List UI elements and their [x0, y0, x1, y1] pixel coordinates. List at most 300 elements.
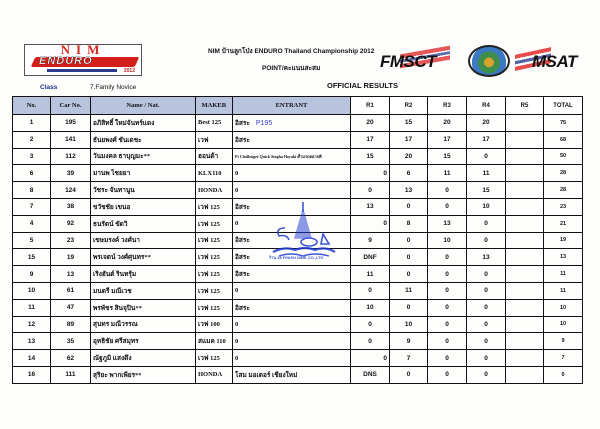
cell-r4 — [467, 232, 506, 249]
table-row — [13, 215, 583, 232]
cell-car-no-text: 39 — [66, 169, 75, 177]
cell-entrant — [233, 148, 351, 165]
cell-r3-text: 0 — [445, 287, 449, 295]
results-table — [12, 96, 583, 384]
cell-maker — [196, 350, 233, 367]
cell-no — [13, 198, 51, 215]
cell-r4-text: 0 — [484, 320, 488, 328]
cell-r2-text: 0 — [406, 270, 411, 278]
cell-r4-text: 0 — [484, 220, 488, 228]
cell-r4 — [467, 131, 506, 148]
cell-car-no-text: 61 — [66, 287, 75, 295]
cell-r2 — [390, 115, 428, 132]
cell-maker-text: เวฟ — [198, 136, 209, 144]
cell-maker-text: เวฟ 125 — [198, 237, 220, 245]
logo-nim-text: NIM — [60, 44, 106, 57]
cell-name — [91, 115, 196, 132]
cell-car-no-text: 112 — [65, 152, 76, 160]
cell-r4-text: 15 — [482, 186, 490, 194]
cell-total-text: 23 — [559, 203, 567, 210]
cell-entrant — [233, 115, 351, 132]
table-row — [13, 148, 583, 165]
cell-maker-text: Best 125 — [198, 119, 222, 127]
cell-total-text: 21 — [559, 220, 567, 227]
cell-total — [544, 316, 583, 333]
cell-entrant-text: อิสระ — [235, 136, 250, 144]
cell-maker-text: HONDA — [198, 186, 223, 194]
col-header-r1: R1 — [351, 97, 390, 115]
cell-car-no — [51, 131, 91, 148]
cell-r3 — [428, 198, 467, 215]
cell-r1 — [351, 366, 390, 383]
cell-entrant — [233, 266, 351, 283]
cell-car-no — [51, 333, 91, 350]
cell-no — [13, 333, 51, 350]
cell-r5 — [506, 333, 544, 350]
table-row — [13, 282, 583, 299]
cell-name — [91, 232, 196, 249]
cell-r2-text: 20 — [404, 152, 413, 160]
cell-name-text: พรเจตน์ วงศ์ศุนทร** — [93, 254, 151, 262]
cell-r4-text: 13 — [482, 253, 490, 261]
cell-entrant-text: อิสระ — [235, 119, 250, 127]
cell-total-text: 13 — [559, 254, 567, 261]
cell-r2-text: 10 — [404, 320, 413, 328]
cell-name-text: วัชระ จันทานูน — [93, 187, 135, 195]
cell-r1 — [351, 148, 390, 165]
cell-r2-text: 0 — [406, 236, 411, 244]
cell-name — [91, 198, 196, 215]
cell-no-text: 6 — [29, 169, 34, 177]
col-header-entrant: ENTRANT — [233, 97, 351, 115]
cell-no — [13, 215, 51, 232]
cell-total-text: 68 — [559, 136, 567, 143]
cell-r4 — [467, 182, 506, 199]
cell-r4 — [467, 266, 506, 283]
cell-name-text: ณัฐภูมิ แสงดึง — [93, 355, 132, 363]
cell-r3 — [428, 333, 467, 350]
cell-name — [91, 165, 196, 182]
cell-name — [91, 182, 196, 199]
cell-car-no — [51, 148, 91, 165]
cell-r1-text: DNF — [363, 253, 377, 261]
cell-r1-text: 13 — [366, 203, 374, 211]
col-header-car-no: Car No. — [51, 97, 91, 115]
cell-r3 — [428, 215, 467, 232]
cell-car-no — [51, 282, 91, 299]
cell-r2-text: 8 — [406, 220, 411, 228]
cell-r4-text: 0 — [484, 337, 488, 345]
cell-no — [13, 316, 51, 333]
cell-r3 — [428, 148, 467, 165]
cell-car-no — [51, 316, 91, 333]
cell-maker — [196, 182, 233, 199]
cell-car-no-text: 195 — [65, 119, 76, 127]
cell-r1-text: 0 — [368, 186, 372, 194]
cell-r1-text: 0 — [383, 220, 387, 228]
cell-total — [544, 350, 583, 367]
cell-total — [544, 198, 583, 215]
cell-entrant — [233, 182, 351, 199]
cell-total-text: 11 — [560, 271, 566, 278]
col-header-r2: R2 — [390, 97, 428, 115]
cell-r5 — [506, 182, 544, 199]
cell-name — [91, 148, 196, 165]
cell-r3 — [428, 350, 467, 367]
cell-total-text: 28 — [559, 187, 567, 194]
cell-r3-text: 0 — [445, 371, 449, 379]
cell-no-text: 2 — [29, 136, 34, 144]
cell-entrant-text: อิสระ — [235, 304, 250, 312]
cell-r4 — [467, 115, 506, 132]
table-row — [13, 165, 583, 182]
cell-entrant — [233, 316, 351, 333]
cell-total — [544, 182, 583, 199]
cell-r3-text: 15 — [443, 152, 451, 160]
cell-r5 — [506, 165, 544, 182]
cell-no — [13, 115, 51, 132]
cell-r5 — [506, 299, 544, 316]
cell-car-no — [51, 350, 91, 367]
cell-r5 — [506, 316, 544, 333]
cell-r2 — [390, 198, 428, 215]
cell-r4-text: 0 — [484, 354, 488, 362]
cell-total-text: 75 — [559, 119, 567, 126]
cell-maker — [196, 232, 233, 249]
cell-entrant — [233, 282, 351, 299]
cell-name-text: เขษมรงค์ วงศ์นา — [93, 237, 140, 245]
cell-maker-text: เวฟ 100 — [198, 321, 220, 329]
cell-maker — [196, 148, 233, 165]
cell-r4 — [467, 165, 506, 182]
table-header-row — [13, 97, 583, 115]
cell-total — [544, 299, 583, 316]
cell-maker — [196, 115, 233, 132]
cell-entrant — [233, 249, 351, 266]
cell-maker-text: เวฟ 125 — [198, 220, 220, 228]
stamp-text: ร้าน 48 FINISH NINE CO.,LTD — [269, 255, 324, 260]
cell-r3 — [428, 232, 467, 249]
cell-no-text: 5 — [29, 236, 34, 244]
cell-car-no — [51, 182, 91, 199]
cell-r2 — [390, 350, 428, 367]
cell-r3-text: 13 — [443, 220, 451, 228]
cell-r4 — [467, 198, 506, 215]
cell-r3 — [428, 131, 467, 148]
cell-total — [544, 215, 583, 232]
cell-name — [91, 350, 196, 367]
cell-r5 — [506, 366, 544, 383]
cell-total — [544, 366, 583, 383]
cell-entrant — [233, 131, 351, 148]
cell-r4-text: 0 — [484, 371, 488, 379]
cell-no-text: 14 — [27, 354, 36, 362]
class-value: 7.Family Novice — [90, 84, 137, 91]
cell-maker — [196, 249, 233, 266]
cell-r3 — [428, 282, 467, 299]
cell-total — [544, 333, 583, 350]
cell-r4-text: 0 — [484, 304, 488, 312]
cell-no-text: 13 — [27, 337, 36, 345]
cell-entrant — [233, 232, 351, 249]
cell-car-no-text: 89 — [66, 320, 75, 328]
cell-r2-text: 13 — [404, 186, 413, 194]
cell-r1 — [351, 333, 390, 350]
cell-name-text: ธันยพงศ์ ชันเดชะ — [93, 136, 142, 144]
cell-car-no — [51, 198, 91, 215]
logo-enduro-text: ENDURO — [39, 55, 93, 67]
cell-no-text: 16 — [27, 371, 36, 379]
table-row — [13, 316, 583, 333]
cell-name-text: มานพ ไชยยา — [93, 170, 131, 178]
cell-no — [13, 165, 51, 182]
cell-name-text: ธนรัตน์ ขัดวิ — [93, 220, 128, 228]
cell-total-text: 28 — [559, 170, 567, 177]
cell-r2 — [390, 148, 428, 165]
cell-car-no-text: 62 — [66, 354, 75, 362]
cell-r1-text: 11 — [366, 270, 374, 278]
cell-maker — [196, 131, 233, 148]
cell-no — [13, 366, 51, 383]
cell-r3-text: 0 — [445, 186, 449, 194]
cell-entrant-text: 0 — [235, 169, 239, 177]
cell-entrant — [233, 215, 351, 232]
cell-r4-text: 0 — [484, 287, 488, 295]
cell-maker-text: เวฟ 125 — [198, 355, 220, 363]
cell-no — [13, 249, 51, 266]
cell-r3-text: 11 — [443, 169, 451, 177]
cell-name-text: วันมงคล ธาบุญมะ** — [93, 153, 151, 161]
cell-total — [544, 148, 583, 165]
cell-no — [13, 299, 51, 316]
cell-r1-text: 0 — [368, 287, 372, 295]
cell-name-text: เริงฮันต์ รินทรุ้ม — [93, 271, 137, 279]
cell-total — [544, 282, 583, 299]
col-header-r4: R4 — [467, 97, 506, 115]
cell-entrant-text: 0 — [235, 186, 239, 194]
cell-r1-text: 0 — [383, 354, 387, 362]
cell-no-text: 4 — [29, 220, 34, 228]
cell-no-text: 11 — [28, 304, 35, 312]
cell-r1 — [351, 282, 390, 299]
cell-r4-text: 0 — [484, 152, 488, 160]
cell-car-no-text: 38 — [66, 203, 75, 211]
cell-no — [13, 131, 51, 148]
cell-r3-text: 0 — [445, 320, 449, 328]
cell-entrant — [233, 366, 351, 383]
handwritten-note: P195 — [255, 119, 273, 127]
cell-car-no — [51, 115, 91, 132]
cell-r2 — [390, 131, 428, 148]
cell-r2-text: 15 — [404, 119, 413, 127]
cell-entrant — [233, 165, 351, 182]
cell-no-text: 12 — [27, 320, 36, 328]
table-row — [13, 131, 583, 148]
cell-car-no-text: 35 — [66, 337, 75, 345]
cell-name-text: ขวัชชัย เขนอ — [93, 203, 131, 211]
cell-r3 — [428, 299, 467, 316]
col-header-maker: MAKER — [196, 97, 233, 115]
table-row — [13, 232, 583, 249]
cell-r2 — [390, 316, 428, 333]
col-header-name: Name / Nat. — [91, 97, 196, 115]
cell-entrant-text: อิสระ — [235, 203, 250, 211]
cell-r2-text: 0 — [406, 304, 411, 312]
cell-r1-text: 20 — [366, 119, 374, 127]
cell-maker — [196, 165, 233, 182]
cell-r4 — [467, 350, 506, 367]
cell-name — [91, 366, 196, 383]
cell-r3 — [428, 182, 467, 199]
cell-car-no — [51, 215, 91, 232]
cell-r2 — [390, 366, 428, 383]
cell-entrant-text: 0 — [235, 287, 239, 295]
cell-r2 — [390, 299, 428, 316]
cell-entrant-text: 0 — [235, 320, 239, 328]
fmsct-logo: FMSCT — [380, 52, 437, 71]
cell-entrant-text: อิสระ — [235, 254, 250, 262]
cell-r5 — [506, 215, 544, 232]
cell-maker — [196, 316, 233, 333]
cell-entrant-text: Pt Challenger Quick Singha Hoyaki ค้ำมรกตอาจคี — [235, 153, 322, 159]
cell-no — [13, 148, 51, 165]
col-header-r5: R5 — [506, 97, 544, 115]
cell-r2-text: 9 — [406, 337, 411, 345]
cell-name — [91, 131, 196, 148]
cell-r5 — [506, 115, 544, 132]
cell-r1-text: 0 — [368, 337, 372, 345]
cell-r1 — [351, 115, 390, 132]
cell-r5 — [506, 282, 544, 299]
cell-total-text: 10 — [559, 304, 567, 311]
cell-car-no — [51, 266, 91, 283]
cell-maker — [196, 266, 233, 283]
cell-r3 — [428, 316, 467, 333]
cell-r5 — [506, 131, 544, 148]
cell-r5 — [506, 249, 544, 266]
cell-maker — [196, 198, 233, 215]
cell-r3 — [428, 115, 467, 132]
cell-maker-text: เวฟ 125 — [198, 304, 220, 312]
association-emblem — [468, 45, 510, 77]
cell-name — [91, 316, 196, 333]
logo-year: 2012 — [123, 68, 135, 74]
cell-car-no-text: 111 — [65, 371, 76, 379]
cell-r3-text: 0 — [445, 304, 449, 312]
cell-name-text: มนตรี มณีเวช — [93, 287, 132, 295]
cell-name — [91, 282, 196, 299]
cell-total — [544, 232, 583, 249]
table-row — [13, 299, 583, 316]
table-row — [13, 182, 583, 199]
cell-no-text: 9 — [29, 270, 34, 278]
cell-entrant-text: อิสระ — [235, 271, 250, 279]
cell-r1 — [351, 299, 390, 316]
cell-r3-text: 0 — [445, 354, 449, 362]
cell-maker-text: ฮอนด้า — [198, 153, 219, 161]
cell-total — [544, 115, 583, 132]
cell-no — [13, 182, 51, 199]
cell-car-no-text: 19 — [66, 253, 75, 261]
cell-entrant-text: โสม มอเตอร์ เชียงใหม่ — [235, 371, 298, 379]
cell-r2 — [390, 215, 428, 232]
cell-name-text: อุทธิชัย ศรีสมุทร — [93, 338, 139, 346]
col-header-r3: R3 — [428, 97, 467, 115]
col-header-no: No. — [13, 97, 51, 115]
cell-r1-text: 10 — [366, 304, 374, 312]
cell-r1-text: DNS — [363, 371, 377, 379]
cell-car-no-text: 141 — [65, 136, 76, 144]
cell-r1 — [351, 350, 390, 367]
cell-r1 — [351, 249, 390, 266]
cell-r4-text: 10 — [482, 203, 490, 211]
cell-r2 — [390, 282, 428, 299]
cell-no — [13, 282, 51, 299]
cell-r2-text: 7 — [406, 354, 411, 362]
cell-total-text: 19 — [559, 237, 567, 244]
cell-r1-text: 0 — [368, 320, 372, 328]
cell-r2 — [390, 165, 428, 182]
cell-r4 — [467, 148, 506, 165]
cell-entrant — [233, 299, 351, 316]
cell-r4 — [467, 366, 506, 383]
cell-name — [91, 249, 196, 266]
cell-maker-text: HONDA — [198, 371, 223, 379]
cell-r1-text: 0 — [383, 169, 387, 177]
cell-car-no-text: 124 — [65, 186, 76, 194]
official-results-heading: OFFICIAL RESULTS — [327, 81, 398, 90]
table-row — [13, 249, 583, 266]
cell-total-text: 10 — [559, 321, 567, 328]
cell-name-text: สุนทร มณีวรรณ — [93, 321, 138, 329]
cell-no-text: 8 — [29, 186, 34, 194]
cell-r1 — [351, 316, 390, 333]
cell-entrant-text: 0 — [235, 220, 239, 228]
cell-car-no — [51, 232, 91, 249]
cell-total — [544, 165, 583, 182]
cell-r2-text: 17 — [404, 136, 413, 144]
cell-maker-text: เวฟ 125 — [198, 203, 220, 211]
cell-total-text: 9 — [561, 338, 565, 345]
cell-name — [91, 299, 196, 316]
cell-entrant — [233, 333, 351, 350]
cell-r3-text: 17 — [443, 136, 451, 144]
cell-r3-text: 0 — [445, 203, 449, 211]
table-row — [13, 115, 583, 132]
cell-r3 — [428, 165, 467, 182]
cell-r2 — [390, 266, 428, 283]
cell-total — [544, 131, 583, 148]
cell-r5 — [506, 232, 544, 249]
cell-name-text: สุริยะ พากเพียร** — [93, 371, 142, 379]
cell-car-no-text: 23 — [66, 236, 75, 244]
cell-r2-text: 0 — [406, 371, 411, 379]
cell-r1 — [351, 131, 390, 148]
col-header-total: TOTAL — [544, 97, 583, 115]
cell-r3-text: 0 — [445, 337, 449, 345]
cell-total-text: 0 — [561, 371, 565, 378]
cell-r1 — [351, 215, 390, 232]
cell-r1-text: 15 — [366, 152, 374, 160]
cell-r2 — [390, 333, 428, 350]
cell-maker — [196, 366, 233, 383]
logo-stripe — [47, 69, 117, 72]
cell-total-text: 11 — [560, 287, 566, 294]
cell-car-no-text: 47 — [66, 304, 75, 312]
cell-r1 — [351, 165, 390, 182]
cell-r5 — [506, 198, 544, 215]
cell-entrant-text: 0 — [235, 354, 239, 362]
